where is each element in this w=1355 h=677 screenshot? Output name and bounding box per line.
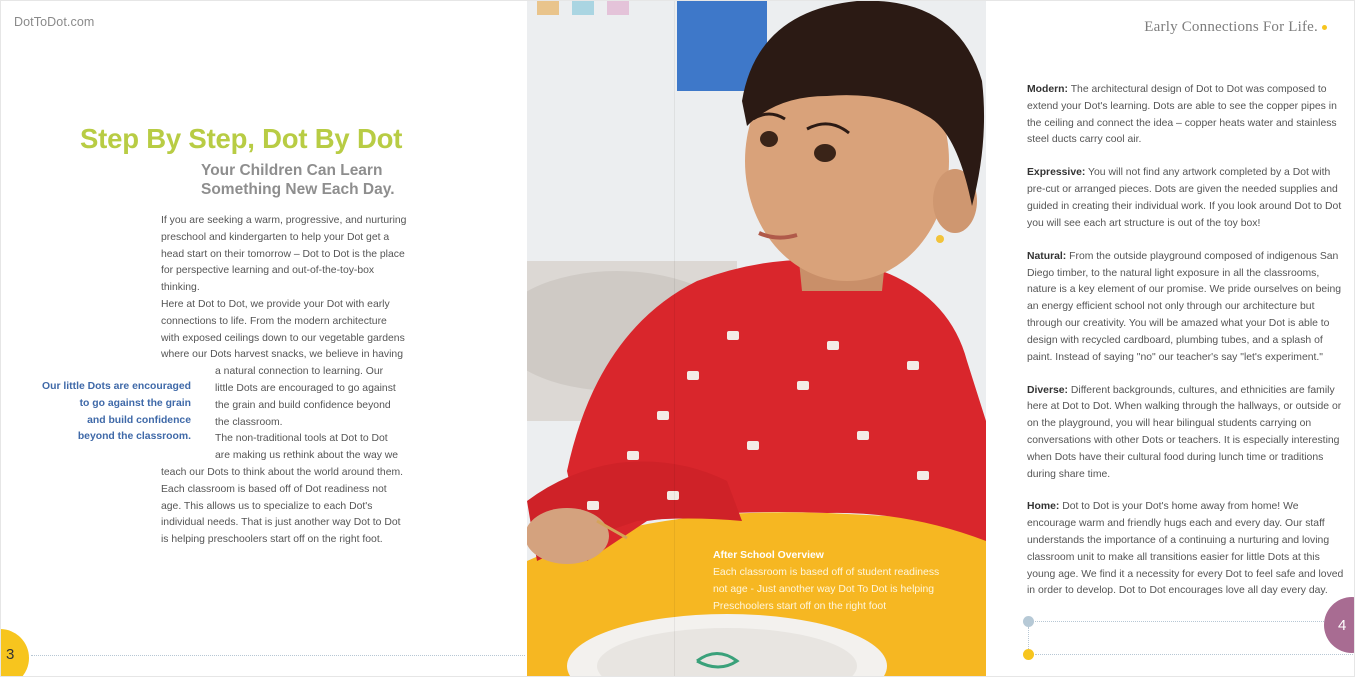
headline: Step By Step, Dot By Dot xyxy=(80,123,403,154)
site-url[interactable]: DotToDot.com xyxy=(14,15,95,29)
feature-expressive xyxy=(1027,165,1342,232)
body-line: preschool and kindergarten to help your Dot get a xyxy=(161,231,390,243)
body-line: thinking. xyxy=(161,282,200,294)
feature-natural xyxy=(1027,249,1342,367)
feature-line: extend your Dot's learning. Dots are able to see the copper pipes in xyxy=(1027,100,1337,112)
body-line-indented: are making us rethink about the way we xyxy=(215,450,399,462)
feature-line: The architectural design of Dot to Dot was composed to xyxy=(1070,84,1327,95)
pull-quote-line: beyond the classroom. xyxy=(77,431,191,443)
feature-line: design with recycled cardboard, plumbing tubes, and a splash of xyxy=(1027,334,1323,346)
feature-line: on the playground, you will hear bilingual students carrying on xyxy=(1027,418,1312,430)
body-line: age. This allows us to specialize to each Dot's xyxy=(161,500,373,512)
body-line: with exposed ceilings down to our vegetable gardens xyxy=(161,332,405,344)
feature-line: pre-cut or arranged pieces. Dots are given the needed supplies and xyxy=(1027,184,1338,196)
body-line-indented: little Dots are encouraged to go against xyxy=(215,382,396,394)
feature-title: Diverse: xyxy=(1027,384,1069,396)
feature-home xyxy=(1027,499,1344,600)
feature-line: through our creativity. You will be amazed what your Dot is able to xyxy=(1027,317,1330,329)
caption-line: Each classroom is based off of student readiness xyxy=(713,567,940,578)
footer-connector xyxy=(1028,627,1029,649)
page-gutter xyxy=(674,1,675,677)
feature-title: Expressive: xyxy=(1027,167,1086,179)
pull-quote-line: Our little Dots are encouraged xyxy=(42,381,191,392)
feature-line: Different backgrounds, cultures, and ethnicities are family xyxy=(1070,384,1335,396)
subhead-line: Your Children Can Learn xyxy=(201,162,383,179)
feature-line: You will not find any artwork completed by a Dot with xyxy=(1088,167,1331,179)
body-line: is helping preschoolers start off on the right foot. xyxy=(161,534,383,546)
feature-line: Dot to Dot is your Dot's home away from home! We xyxy=(1062,501,1299,513)
footer-divider-left xyxy=(31,655,525,656)
body-line-indented: the grain and build confidence beyond xyxy=(215,399,391,411)
feature-modern xyxy=(1027,82,1337,149)
feature-line: an energy efficient school not only through our architecture but xyxy=(1027,301,1315,313)
feature-title: Home: xyxy=(1027,501,1060,513)
pull-quote-line: and build confidence xyxy=(87,414,191,426)
feature-line: the ceiling and connect the idea – copper heats water and stainless xyxy=(1027,117,1337,129)
feature-line: Diego timber, to the natural light exposure in all the classrooms, xyxy=(1027,267,1320,279)
feature-line: when Dots have their cultural food during lunch time or traditions xyxy=(1027,451,1324,463)
tagline: Early Connections For Life. xyxy=(1144,19,1318,35)
features-list xyxy=(1027,82,1344,616)
feature-line: paint. Instead of saying "no" our teacher's say "let's experiment." xyxy=(1027,351,1323,363)
footer-divider-right-bottom xyxy=(1035,654,1355,655)
tagline-dot-icon xyxy=(1322,25,1327,30)
feature-line: here at Dot to Dot. When walking through the hallways, or outside or xyxy=(1027,401,1342,413)
pull-quote-line: to go against the grain xyxy=(79,397,191,409)
body-line: Each classroom is based off of Dot readiness not xyxy=(161,483,387,495)
feature-line: you will see each art structure is out of the toy box! xyxy=(1027,217,1261,229)
footer-dot-blue-icon xyxy=(1023,616,1034,627)
footer-dot-yellow-icon xyxy=(1023,649,1034,660)
feature-title: Modern: xyxy=(1027,84,1068,95)
page-number-left: 3 xyxy=(6,646,15,663)
feature-line: encourage warm and friendly hugs each and every day. Our staff xyxy=(1027,518,1325,530)
pull-quote xyxy=(42,379,191,446)
feature-line: in order to develop. Dot to Dot encourages love all day every day. xyxy=(1027,585,1328,597)
body-line-indented: The non-traditional tools at Dot to Dot xyxy=(215,433,388,445)
feature-line: guided in creating their individual work. If you look around Dot to Dot xyxy=(1027,200,1342,212)
body-line: individual needs. That is just another way Dot to Dot xyxy=(161,517,401,529)
body-line: connections to life. From the modern architecture xyxy=(161,315,387,327)
caption-title: After School Overview xyxy=(713,550,824,561)
feature-line: nature is a key element of our promise. We pride ourselves on being xyxy=(1027,284,1342,296)
photo-caption xyxy=(713,547,939,615)
body-line: head start on their tomorrow – Dot to Dot is the place xyxy=(161,248,405,260)
subhead xyxy=(201,161,395,199)
caption-line: not age - Just another way Dot To Dot is helping xyxy=(713,584,935,595)
intro-body xyxy=(161,213,407,549)
caption-line: Preschoolers start off on the right foot xyxy=(713,601,887,612)
body-line: Here at Dot to Dot, we provide your Dot with early xyxy=(161,298,390,310)
feature-line: during share time. xyxy=(1027,468,1111,480)
body-line-indented: a natural connection to learning. Our xyxy=(215,366,384,378)
body-line-indented: the classroom. xyxy=(215,416,283,428)
feature-title: Natural: xyxy=(1027,250,1067,262)
feature-line: understands the importance of a continuing a nurturing and loving xyxy=(1027,535,1330,547)
subhead-line: Something New Each Day. xyxy=(201,181,395,198)
feature-diverse xyxy=(1027,383,1342,484)
body-line: teach our Dots to think about the world around them. xyxy=(161,466,404,478)
footer-divider-right-top xyxy=(1035,621,1324,622)
feature-line: steel ducts carry cool air. xyxy=(1027,134,1142,146)
body-line: for perspective learning and out-of-the-toy-box xyxy=(161,265,375,277)
feature-line: classroom unit to make all transitions easier for little Dots at this xyxy=(1027,551,1320,563)
page-badge-left xyxy=(0,629,29,677)
feature-line: From the outside playground composed of indigenous San xyxy=(1069,250,1339,262)
body-line: where our Dots harvest snacks, we believe in having xyxy=(161,349,403,361)
feature-line: young age. We find it a necessity for every Dot to feel safe and loved xyxy=(1027,568,1344,580)
body-line: If you are seeking a warm, progressive, and nurturing xyxy=(161,215,407,226)
page-number-right: 4 xyxy=(1338,617,1347,634)
feature-line: conversations with other Dots or teachers. It is especially interesting xyxy=(1027,434,1340,446)
